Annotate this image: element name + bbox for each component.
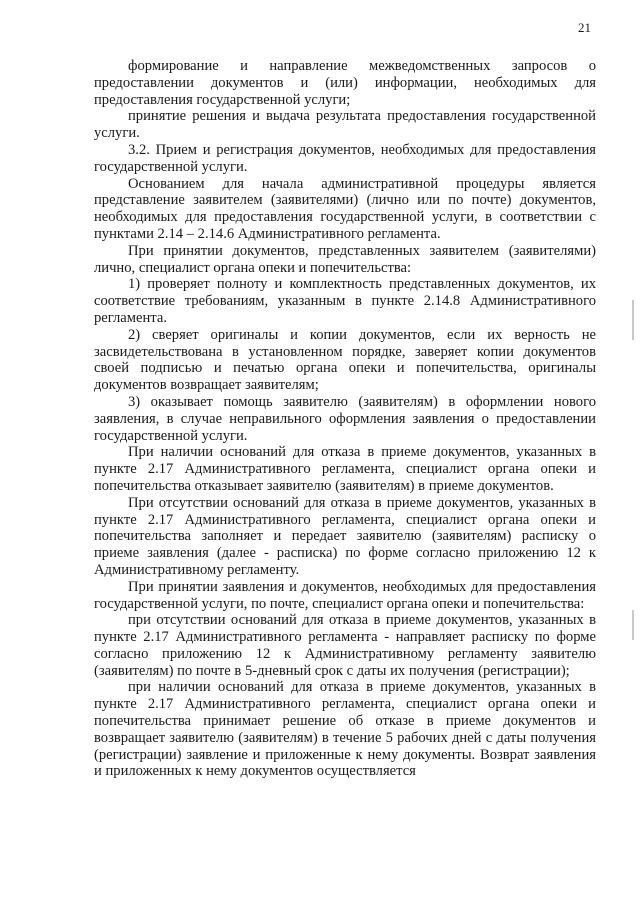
- list-item-1: 1) проверяет полноту и комплектность представленных документов, их соответствие требованиям, указанным в пункте 2.14.8 Административного регламента.: [94, 276, 596, 326]
- list-item-2: 2) сверяет оригиналы и копии документов, если их верность не засвидетельствована в установленном порядке, заверяет копии документов своей подписью и печатью органа опеки и попечительства, оригиналы документов возвращает заявителям;: [94, 326, 596, 394]
- paragraph-11: При принятии заявления и документов, необходимых для предоставления государственной услуги, по почте, специалист органа опеки и попечительства:: [94, 578, 596, 612]
- paragraph-4: Основанием для начала административной процедуры является представление заявителем (заявителями) (лично или по почте) документов, необходимых для предоставления государственной услуги, в соответствии с пунктами 2.14 – 2.14.6 Административного регламента.: [94, 175, 596, 242]
- paragraph-12: при отсутствии оснований для отказа в приеме документов, указанных в пункте 2.17 Административного регламента - направляет расписку по форме согласно приложению 12 к Административному регламенту заявителю (заявителям) по почте в 5-дневный срок с даты их получения (регистрации);: [94, 612, 596, 679]
- paragraph-5: При принятии документов, представленных заявителем (заявителями) лично, специалист органа опеки и попечительства:: [94, 242, 596, 276]
- scan-edge-mark: [632, 300, 634, 340]
- section-heading-3-2: 3.2. Прием и регистрация документов, необходимых для предоставления государственной услуги.: [94, 141, 596, 175]
- paragraph-10: При отсутствии оснований для отказа в приеме документов, указанных в пункте 2.17 Административного регламента, специалист органа опеки и попечительства заполняет и передает заявителю (заявителям) расписку о приеме заявления (далее - расписка) по форме согласно приложению 12 к Административному регламенту.: [94, 494, 596, 578]
- list-item-3: 3) оказывает помощь заявителю (заявителям) в оформлении нового заявления, в случае неправильного оформления заявления о предоставлении государственной услуги.: [94, 393, 596, 444]
- document-body: [94, 58, 596, 780]
- paragraph-9: При наличии оснований для отказа в приеме документов, указанных в пункте 2.17 Административного регламента, специалист органа опеки и попечительства отказывает заявителю (заявителям) в приеме документов.: [94, 444, 596, 494]
- paragraph-1: формирование и направление межведомственных запросов о предоставлении документов и (или) информации, необходимых для предоставления государственной услуги;: [94, 58, 596, 108]
- paragraph-13: при наличии оснований для отказа в приеме документов, указанных в пункте 2.17 Административного регламента, специалист органа опеки и попечительства принимает решение об отказе в приеме документов и возвращает заявителю (заявителям) в течение 5 рабочих дней с даты получения (регистрации) заявление и приложенные к нему документы. Возврат заявления и приложенных к нему документов осуществляется: [94, 679, 596, 780]
- paragraph-2: принятие решения и выдача результата предоставления государственной услуги.: [94, 108, 596, 142]
- page-number: 21: [578, 20, 591, 35]
- scan-edge-mark: [632, 610, 634, 640]
